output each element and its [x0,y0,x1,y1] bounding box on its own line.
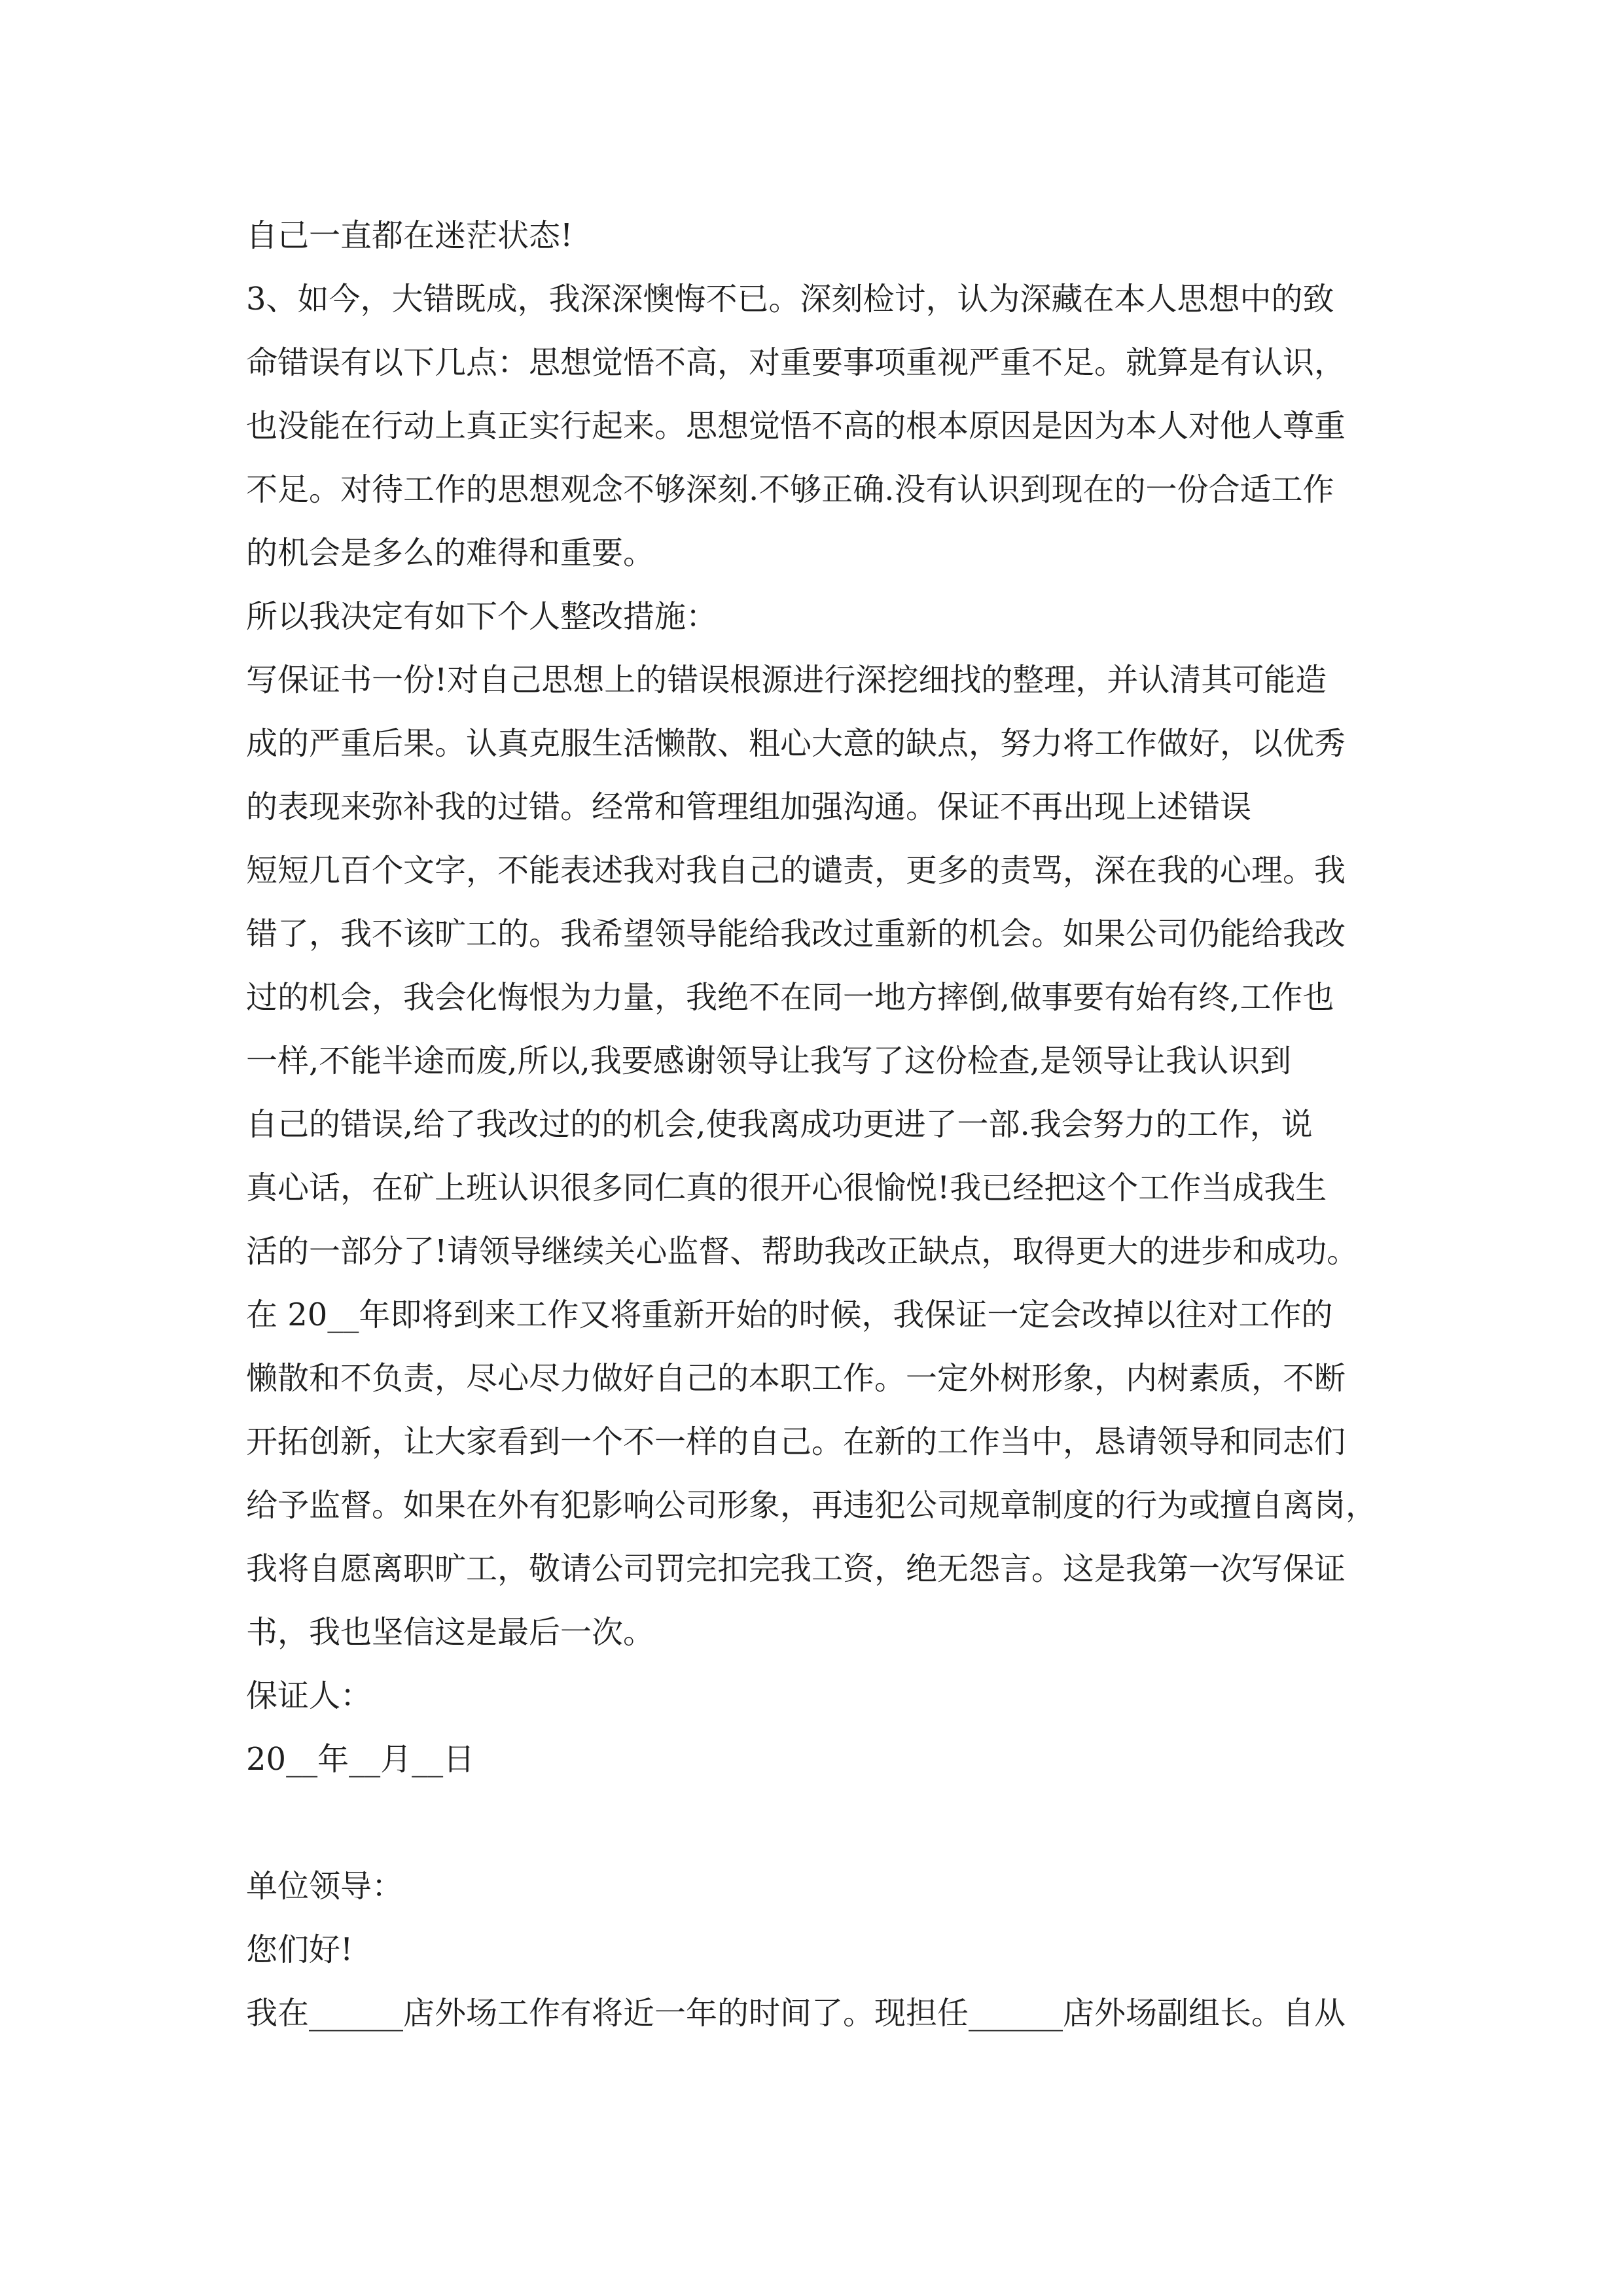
text-line: 错了，我不该旷工的。我希望领导能给我改过重新的机会。如果公司仍能给我改 [246,916,1346,952]
paragraph-gap [246,1791,1385,1855]
text-line: 的表现来弥补我的过错。经常和管理组加强沟通。保证不再出现上述错误 [246,789,1252,825]
date-line: 20__年__月__日 [246,1741,475,1778]
text-line: 在 20__年即将到来工作又将重新开始的时候，我保证一定会改掉以往对工作的 [246,1297,1333,1333]
text-line: 开拓创新，让大家看到一个不一样的自己。在新的工作当中，恳请领导和同志们 [246,1424,1346,1460]
text-line: 真心话，在矿上班认识很多同仁真的很开心很愉悦!我已经把这个工作当成我生 [246,1170,1327,1206]
text-line: 命错误有以下几点：思想觉悟不高，对重要事项重视严重不足。就算是有认识， [246,344,1346,381]
text-line: 我在______店外场工作有将近一年的时间了。现担任______店外场副组长。自从 [246,1995,1346,2032]
text-line: 书，我也坚信这是最后一次。 [246,1614,655,1651]
salutation: 单位领导： [246,1868,404,1905]
text-line: 也没能在行动上真正实行起来。思想觉悟不高的根本原因是因为本人对他人尊重 [246,408,1346,444]
document-body [246,204,1385,2045]
text-line: 成的严重后果。认真克服生活懒散、粗心大意的缺点，努力将工作做好，以优秀 [246,725,1346,762]
text-line: 自己的错误,给了我改过的的机会,使我离成功更进了一部.我会努力的工作，说 [246,1106,1313,1143]
guarantor-label: 保证人： [246,1677,372,1714]
text-line: 所以我决定有如下个人整改措施： [246,598,718,635]
text-line: 给予监督。如果在外有犯影响公司形象，再违犯公司规章制度的行为或擅自离岗， [246,1487,1378,1524]
text-line: 的机会是多么的难得和重要。 [246,535,655,571]
text-line: 自己一直都在迷茫状态! [246,217,573,254]
greeting: 您们好! [246,1931,353,1968]
text-line: 懒散和不负责，尽心尽力做好自己的本职工作。一定外树形象，内树素质，不断 [246,1360,1346,1397]
text-line: 活的一部分了!请领导继续关心监督、帮助我改正缺点，取得更大的进步和成功。 [246,1233,1359,1270]
text-line: 短短几百个文字，不能表述我对我自己的谴责，更多的责骂，深在我的心理。我 [246,852,1346,889]
text-line: 过的机会，我会化悔恨为力量，我绝不在同一地方摔倒,做事要有始有终,工作也 [246,979,1334,1016]
text-line: 不足。对待工作的思想观念不够深刻.不够正确.没有认识到现在的一份合适工作 [246,471,1334,508]
text-line: 一样,不能半途而废,所以,我要感谢领导让我写了这份检查,是领导让我认识到 [246,1043,1292,1079]
text-line: 写保证书一份!对自己思想上的错误根源进行深挖细找的整理，并认清其可能造 [246,662,1327,698]
text-line: 我将自愿离职旷工，敬请公司罚完扣完我工资，绝无怨言。这是我第一次写保证 [246,1551,1346,1587]
text-line: 3、如今，大错既成，我深深懊悔不已。深刻检讨，认为深藏在本人思想中的致 [246,281,1334,317]
